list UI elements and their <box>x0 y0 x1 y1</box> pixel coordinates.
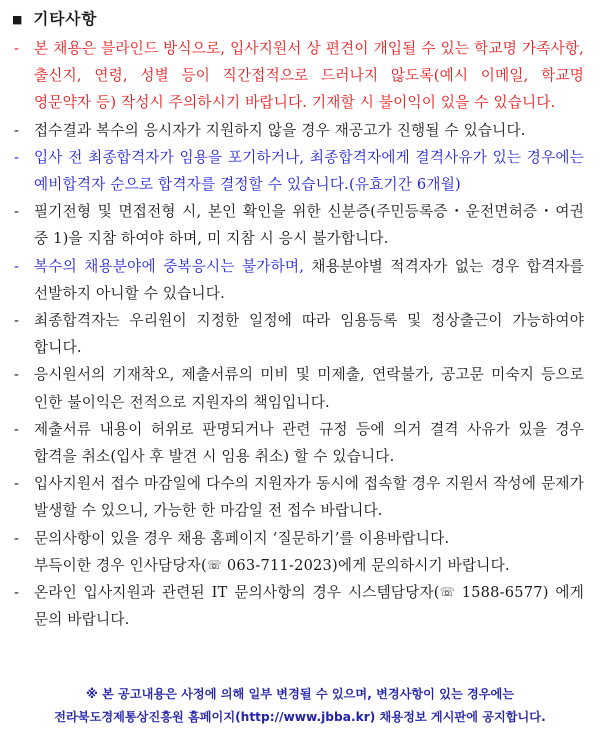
item-text <box>34 253 584 307</box>
dash-marker: - <box>14 312 20 330</box>
dash-marker: - <box>14 148 20 166</box>
hr-contact-line <box>34 552 584 579</box>
it-contact-suffix: ) 에게 문의 바랍니다. <box>34 584 584 629</box>
dash-marker: - <box>14 420 20 438</box>
phone-icon: ☏ <box>206 557 223 572</box>
list-item <box>14 525 584 579</box>
list-item <box>14 144 584 198</box>
list-item <box>14 253 584 307</box>
list-item <box>14 198 584 252</box>
section-title: 기타사항 <box>33 10 98 28</box>
list-item <box>14 470 584 524</box>
item-text: 접수결과 복수의 응시자가 지원하지 않을 경우 재공고가 진행될 수 있습니다. <box>34 121 526 139</box>
list-item <box>14 361 584 415</box>
item-text-rest: 채용분야별 적격자가 없는 경우 합격자를 선발하지 아니할 수 있습니다. <box>34 257 584 302</box>
item-text: 응시원서의 기재착오, 제출서류의 미비 및 미제출, 연락불가, 공고문 미숙지 등으로 인한 불이익은 전적으로 지원자의 책임입니다. <box>34 366 584 411</box>
notice-box <box>0 683 600 729</box>
list-item <box>14 307 584 361</box>
it-contact-prefix: 온라인 입사지원과 관련된 IT 문의사항의 경우 시스템담당자( <box>34 584 440 602</box>
item-text: 입사 전 최종합격자가 임용을 포기하거나, 최종합격자에게 결격사유가 있는 경우에는 예비합격자 순으로 합격자를 결정할 수 있습니다.(유효기간 6개월) <box>34 148 584 194</box>
list-item <box>14 416 584 470</box>
item-text: 입사지원서 접수 마감일에 다수의 지원자가 동시에 접속할 경우 지원서 작성에 문제가 발생할 수 있으니, 가능한 한 마감일 전 접수 바랍니다. <box>34 475 584 520</box>
list-item <box>14 579 584 633</box>
section-heading <box>12 6 97 33</box>
dash-marker: - <box>14 203 20 221</box>
it-phone-number: 1588-6577 <box>454 584 543 602</box>
list-item <box>14 35 584 117</box>
item-text <box>34 525 584 579</box>
hr-contact-prefix: 부득이한 경우 인사담당자( <box>34 556 207 574</box>
phone-icon: ☏ <box>439 585 455 600</box>
dash-marker: - <box>14 475 20 493</box>
dash-marker: - <box>14 584 20 602</box>
dash-marker: - <box>14 529 20 547</box>
item-text <box>34 579 584 633</box>
item-text: 본 채용은 블라인드 방식으로, 입사지원서 상 편견이 개입될 수 있는 학교명 가족사항, 출신지, 연령, 성별 등이 직간접적으로 드러나지 않도록(예시 이메일, 학교명 영문약자 등) 작성시 주의하시기 바랍니다. 기재할 시 불이익이 있을 수 있습니다. <box>34 40 584 112</box>
dash-marker: - <box>14 257 20 275</box>
notice-line-2: 전라북도경제통상진흥원 홈페이지(http://www.jbba.kr) 채용정보 게시판에 공지합니다. <box>54 710 546 724</box>
item-text: 최종합격자는 우리원이 지정한 일정에 따라 임용등록 및 정상출근이 가능하여야 합니다. <box>34 312 584 357</box>
item-text: 제출서류 내용이 허위로 판명되거나 관련 규정 등에 의거 결격 사유가 있을 경우 합격을 취소(입사 후 발견 시 임용 취소) 할 수 있습니다. <box>34 420 584 466</box>
list-item <box>14 117 584 144</box>
notes-list <box>14 35 584 633</box>
hr-phone-number: 063-711-2023 <box>222 556 333 574</box>
item-text-highlight: 복수의 채용분야에 중복응시는 불가하며, <box>34 257 305 275</box>
dash-marker: - <box>14 366 20 384</box>
item-text: 필기전형 및 면접전형 시, 본인 확인을 위한 신분증(주민등록증・운전면허증・여권 중 1)을 지참 하여야 하며, 미 지참 시 응시 불가합니다. <box>34 203 584 248</box>
notice-line-1: ※ 본 공고내용은 사정에 의해 일부 변경될 수 있으며, 변경사항이 있는 경우에는 <box>85 687 515 701</box>
dash-marker: - <box>14 40 20 57</box>
dash-marker: - <box>14 121 20 139</box>
square-bullet-icon: ■ <box>12 13 24 26</box>
hr-contact-suffix: )에게 문의하시기 바랍니다. <box>332 556 510 574</box>
inquiry-line: 문의사항이 있을 경우 채용 홈페이지 ‘질문하기’를 이용바랍니다. <box>34 529 450 547</box>
